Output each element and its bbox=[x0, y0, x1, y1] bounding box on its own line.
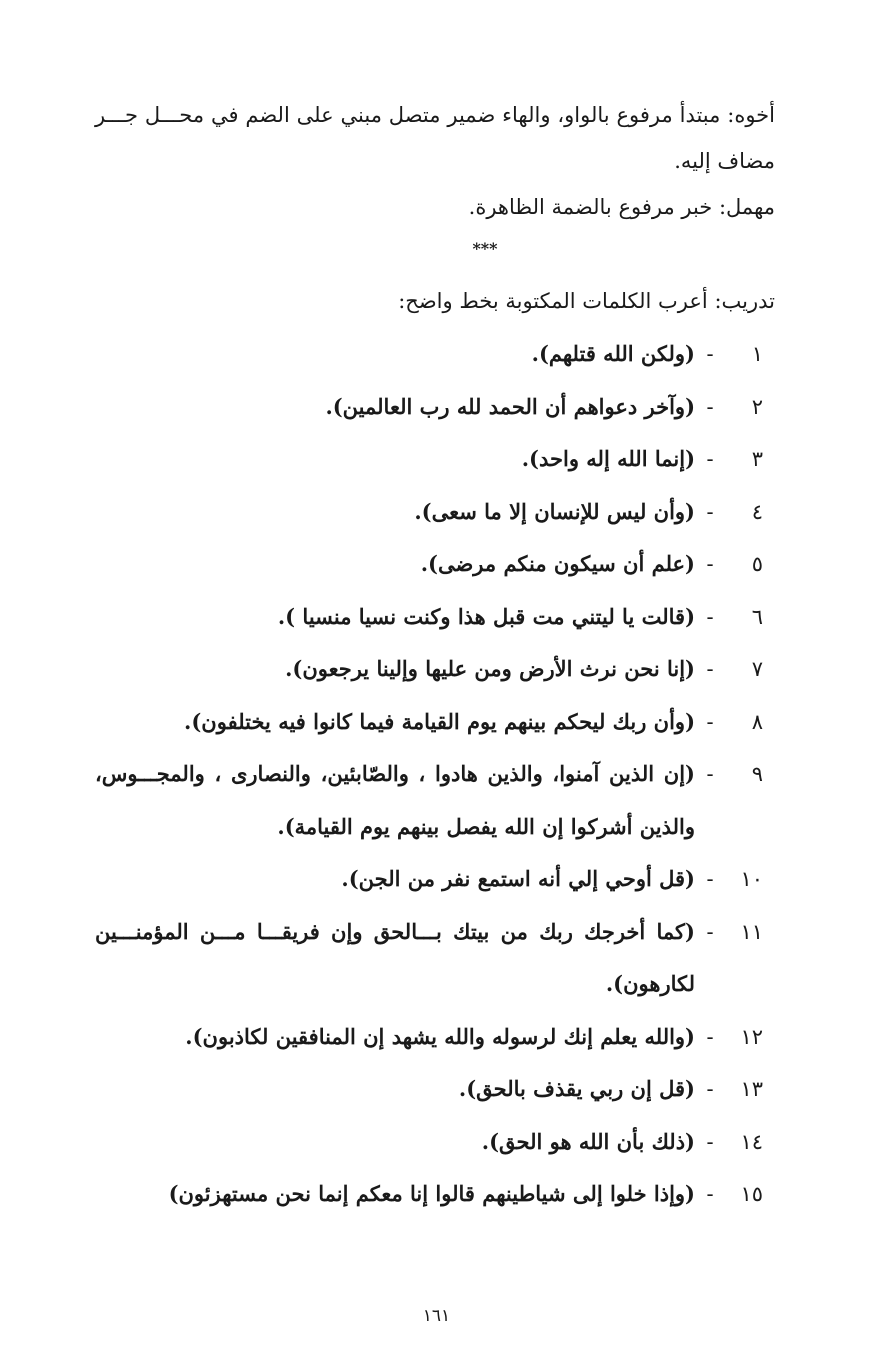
item-number: ٥ bbox=[751, 552, 763, 576]
exercise-item-1 bbox=[95, 328, 775, 381]
exercise-item-15 bbox=[95, 1168, 775, 1221]
item-text: (وآخر دعواهم أن الحمد لله رب العالمين). bbox=[325, 393, 695, 419]
item-dash: - bbox=[706, 604, 714, 629]
item-text-continued: والذين أشركوا إن الله يفصل بينهم يوم القيامة). bbox=[277, 813, 695, 839]
item-dash: - bbox=[706, 499, 714, 524]
item-dash: - bbox=[706, 447, 714, 471]
item-dash: - bbox=[706, 1024, 714, 1049]
item-text: (وإذا خلوا إلى شياطينهم قالوا إنا معكم إنما نحن مستهزئون) bbox=[168, 1181, 695, 1206]
page-number: ١٦١ bbox=[422, 1306, 451, 1326]
item-text: (علم أن سيكون منكم مرضى). bbox=[420, 551, 695, 576]
exercise-item-13 bbox=[95, 1063, 775, 1116]
item-number: ١٤ bbox=[740, 1129, 763, 1154]
item-text: (ذلك بأن الله هو الحق). bbox=[481, 1128, 695, 1154]
exercise-item-7 bbox=[95, 643, 775, 696]
item-text: (إن الذين آمنوا، والذين هادوا ، والصّابئين، والنصارى ، والمجـــوس، bbox=[95, 761, 695, 786]
intro-line-2: مضاف إليه. bbox=[674, 149, 775, 173]
item-text-block bbox=[95, 906, 695, 1011]
item-dash: - bbox=[706, 342, 714, 366]
item-dash: - bbox=[706, 1077, 714, 1101]
item-number: ١ bbox=[751, 342, 763, 366]
exercise-item-14 bbox=[95, 1116, 775, 1169]
item-number: ٢ bbox=[751, 394, 763, 419]
item-number: ٤ bbox=[751, 499, 763, 524]
item-number: ٣ bbox=[751, 447, 763, 471]
item-dash: - bbox=[706, 552, 714, 576]
exercise-item-9 bbox=[95, 748, 775, 853]
section-separator: *** bbox=[472, 239, 498, 258]
exercise-item-4 bbox=[95, 486, 775, 539]
item-text: (إنما الله إله واحد). bbox=[521, 446, 695, 471]
item-dash: - bbox=[706, 762, 714, 786]
item-dash: - bbox=[706, 394, 714, 419]
exercise-item-2 bbox=[95, 381, 775, 434]
intro-block bbox=[95, 92, 775, 230]
item-text: (وأن ربك ليحكم بينهم يوم القيامة فيما كانوا فيه يختلفون). bbox=[184, 708, 695, 734]
item-text: (قل إن ربي يقذف بالحق). bbox=[458, 1076, 695, 1101]
item-text: (إنا نحن نرث الأرض ومن عليها وإلينا يرجعون). bbox=[285, 656, 695, 681]
exercise-item-6 bbox=[95, 591, 775, 644]
item-number: ١٣ bbox=[740, 1077, 763, 1101]
item-dash: - bbox=[706, 919, 714, 944]
item-number: ١٢ bbox=[740, 1024, 763, 1049]
item-number: ١١ bbox=[740, 919, 763, 944]
item-text: (قالت يا ليتني مت قبل هذا وكنت نسيا منسيا ). bbox=[277, 603, 695, 629]
exercise-item-11 bbox=[95, 906, 775, 1011]
exercise-item-10 bbox=[95, 853, 775, 906]
exercise-item-5 bbox=[95, 538, 775, 591]
item-text: (كما أخرجك ربك من بيتك بـــالحق وإن فريقـــا مـــن المؤمنـــين bbox=[95, 918, 695, 944]
item-number: ٧ bbox=[751, 657, 763, 681]
item-text-block bbox=[95, 748, 695, 853]
item-dash: - bbox=[706, 657, 714, 681]
item-text: (وأن ليس للإنسان إلا ما سعى). bbox=[414, 498, 695, 524]
item-number: ١٠ bbox=[740, 867, 763, 891]
intro-line-3: مهمل: خبر مرفوع بالضمة الظاهرة. bbox=[468, 195, 775, 219]
exercise-item-3 bbox=[95, 433, 775, 486]
item-number: ٨ bbox=[751, 709, 763, 734]
exercise-item-12 bbox=[95, 1011, 775, 1064]
item-text-continued: لكارهون). bbox=[605, 971, 695, 996]
item-number: ٦ bbox=[751, 604, 763, 629]
item-dash: - bbox=[706, 1182, 714, 1206]
item-number: ١٥ bbox=[740, 1182, 763, 1206]
exercise-list bbox=[95, 328, 775, 1221]
item-text: (ولكن الله قتلهم). bbox=[531, 341, 695, 366]
item-dash: - bbox=[706, 867, 714, 891]
item-dash: - bbox=[706, 1129, 714, 1154]
page-content bbox=[95, 92, 775, 1221]
item-text: (قل أوحي إلي أنه استمع نفر من الجن). bbox=[341, 866, 695, 891]
exercise-prompt: تدريب: أعرب الكلمات المكتوبة بخط واضح: bbox=[398, 289, 775, 313]
exercise-item-8 bbox=[95, 696, 775, 749]
item-text: (والله يعلم إنك لرسوله والله يشهد إن المنافقين لكاذبون). bbox=[185, 1023, 695, 1049]
intro-line-1: أخوه: مبتدأ مرفوع بالواو، والهاء ضمير متصل مبني على الضم في محـــل جـــر bbox=[95, 103, 775, 127]
item-number: ٩ bbox=[751, 762, 763, 786]
item-dash: - bbox=[706, 709, 714, 734]
